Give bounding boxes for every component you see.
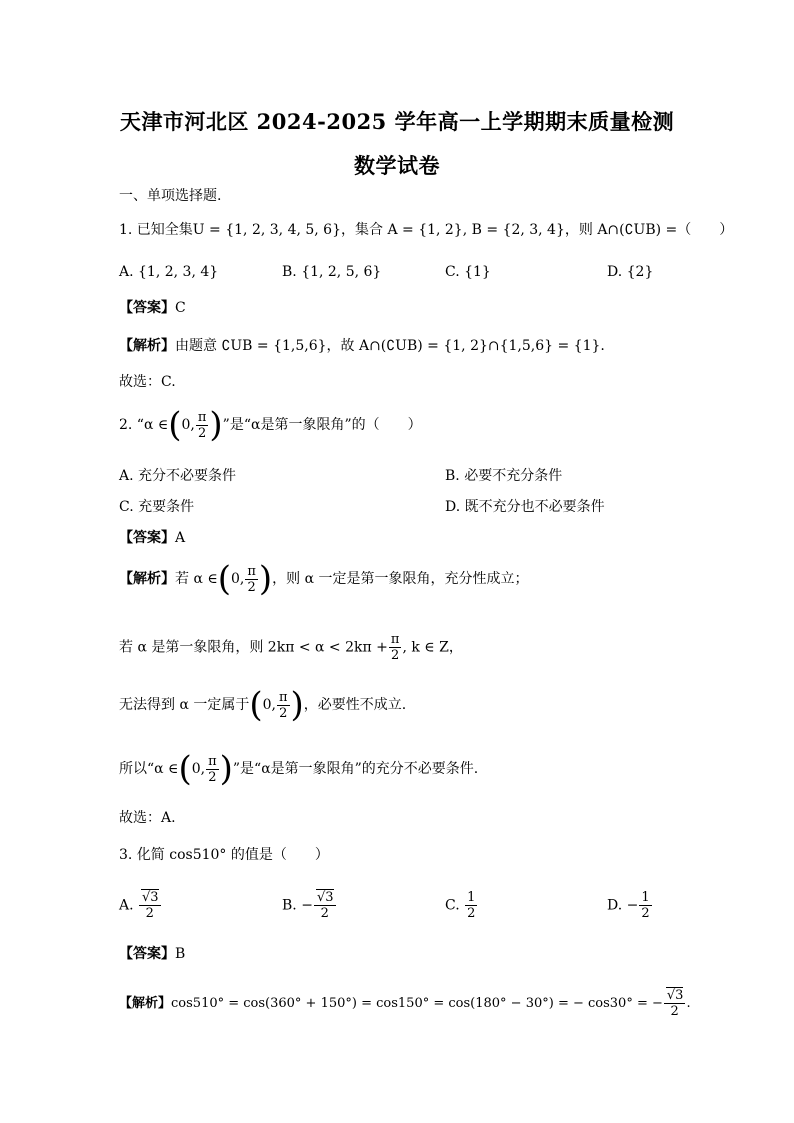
- q2-analysis-1-two: 2: [247, 579, 256, 595]
- q3-option-c: [445, 890, 478, 921]
- q2-analysis-2-suffix: , k ∈ Z，: [402, 639, 463, 656]
- q3-option-b: [282, 890, 337, 921]
- q3-option-a-two: 2: [145, 906, 154, 921]
- q2-analysis-1-pi: π: [247, 563, 256, 579]
- q2-analysis-3-two: 2: [279, 705, 288, 721]
- q2-analysis-2-two: 2: [391, 648, 400, 663]
- q1-option-c: C. {1}: [445, 264, 491, 280]
- q1-option-b: B. {1, 2, 5, 6}: [282, 264, 382, 280]
- q2-analysis-1-prefix: 【解析】若 α ∈: [119, 571, 218, 587]
- q3-stem: 3. 化简 cos510° 的值是（ ）: [119, 847, 329, 863]
- q2-interval-left: 0,: [181, 417, 195, 433]
- q2-conclusion: 故选：A.: [119, 810, 176, 826]
- q2-answer: 【答案】A: [119, 530, 186, 546]
- q2-option-b: B. 必要不充分条件: [445, 468, 563, 484]
- q1-stem: 1. 已知全集U = {1, 2, 3, 4, 5, 6}，集合 A = {1, 2}, B = {2, 3, 4}，则 A∩(∁UB) =（ ）: [119, 222, 734, 238]
- q2-analysis-3: 无法得到 α 一定属于(0, $\frac{\pi}{2}$ )，必要性不成立.: [119, 685, 407, 725]
- q3-option-a-sqrt3: √3: [142, 890, 159, 905]
- q3-analysis-sqrt3: √3: [666, 988, 684, 1003]
- q1-answer: 【答案】C: [119, 300, 186, 316]
- q2-two: 2: [197, 425, 207, 441]
- q2-analysis-1: 【解析】若 α ∈(0, $\frac{\pi}{2}$ )，则 α 一定是第一象限角，充分性成立；: [119, 559, 529, 599]
- section-marker: 【答案】: [119, 946, 175, 962]
- q1-option-d: D. {2}: [607, 264, 654, 280]
- q2-analysis-4-two: 2: [208, 769, 217, 785]
- q2-analysis-1-suffix: ，则 α 一定是第一象限角，充分性成立；: [272, 571, 529, 587]
- section-marker: 【答案】: [119, 300, 175, 316]
- q3-option-c-one: 1: [467, 890, 476, 905]
- q3-option-d: [607, 890, 653, 921]
- q2-analysis-2-prefix: 若 α 是第一象限角，则 2kπ < α < 2kπ +: [119, 639, 388, 656]
- q2-option-c: C. 充要条件: [119, 499, 195, 515]
- q2-option-a: A. 充分不必要条件: [119, 468, 237, 484]
- q3-answer: 【答案】B: [119, 946, 186, 962]
- q3-option-d-minus: −: [626, 897, 639, 914]
- section-marker: 【答案】: [119, 530, 175, 546]
- section-heading: 一、单项选择题.: [119, 188, 222, 204]
- q2-analysis-4-suffix: ”是“α是第一象限角”的充分不必要条件.: [232, 761, 479, 777]
- q3-option-b-two: 2: [320, 906, 329, 921]
- q1-option-a: A. {1, 2, 3, 4}: [119, 264, 219, 280]
- q3-option-d-one: 1: [641, 890, 650, 905]
- page-subtitle: 数学试卷: [354, 153, 440, 178]
- q3-analysis-end: .: [686, 996, 691, 1011]
- q2-analysis-2: [119, 632, 463, 663]
- section-marker: 【解析】: [119, 338, 175, 354]
- q2-stem-prefix: 2. “α ∈: [119, 417, 169, 433]
- q3-option-c-label: C.: [445, 897, 460, 914]
- q3-option-b-sqrt3: √3: [316, 890, 334, 905]
- q2-analysis-4-pi: π: [208, 753, 217, 769]
- q3-analysis-two: 2: [670, 1004, 679, 1019]
- section-marker: 【解析】: [119, 996, 172, 1011]
- q2-analysis-2-pi: π: [390, 632, 400, 647]
- q2-analysis-3-suffix: ，必要性不成立.: [303, 697, 407, 713]
- q2-analysis-4-prefix: 所以“α ∈: [119, 761, 179, 777]
- q2-pi: π: [197, 409, 207, 425]
- q3-analysis-text: 【解析】cos510° = cos(360° + 150°) = cos150° = cos(180° − 30°) = − cos30° = −: [119, 996, 663, 1011]
- q3-option-b-minus: −: [301, 897, 313, 914]
- q2-stem: 2. “α ∈(0, $\frac{\pi}{2}$ )”是“α是第一象限角”的（ ）: [119, 405, 422, 445]
- q3-analysis: [119, 988, 691, 1019]
- q3-option-d-label: D.: [607, 897, 623, 914]
- q2-analysis-1-interval: 0,: [230, 571, 245, 587]
- q3-option-b-label: B.: [282, 897, 297, 914]
- page-title: 天津市河北区 2024-2025 学年高一上学期期末质量检测: [119, 109, 675, 134]
- q2-analysis-3-pi: π: [278, 689, 288, 705]
- q3-option-a: [119, 890, 162, 921]
- q2-analysis-4: 所以“α ∈(0, $\frac{\pi}{2}$ )”是“α是第一象限角”的充分不必要条件.: [119, 749, 479, 789]
- q1-analysis: 【解析】由题意 ∁UB = {1,5,6}，故 A∩(∁UB) = {1, 2}∩{1,5,6} = {1}.: [119, 338, 605, 354]
- section-marker: 【解析】: [119, 571, 175, 587]
- q2-option-d: D. 既不充分也不必要条件: [445, 499, 605, 515]
- q2-analysis-3-interval: 0,: [262, 697, 276, 713]
- q2-analysis-3-prefix: 无法得到 α 一定属于: [119, 697, 250, 713]
- q3-option-a-label: A.: [119, 897, 134, 914]
- q3-option-c-two: 2: [467, 906, 476, 921]
- q3-option-d-two: 2: [641, 906, 650, 921]
- q1-conclusion: 故选：C.: [119, 374, 176, 390]
- q2-stem-suffix: ”是“α是第一象限角”的（ ）: [222, 417, 422, 433]
- q2-analysis-4-interval: 0,: [191, 761, 206, 777]
